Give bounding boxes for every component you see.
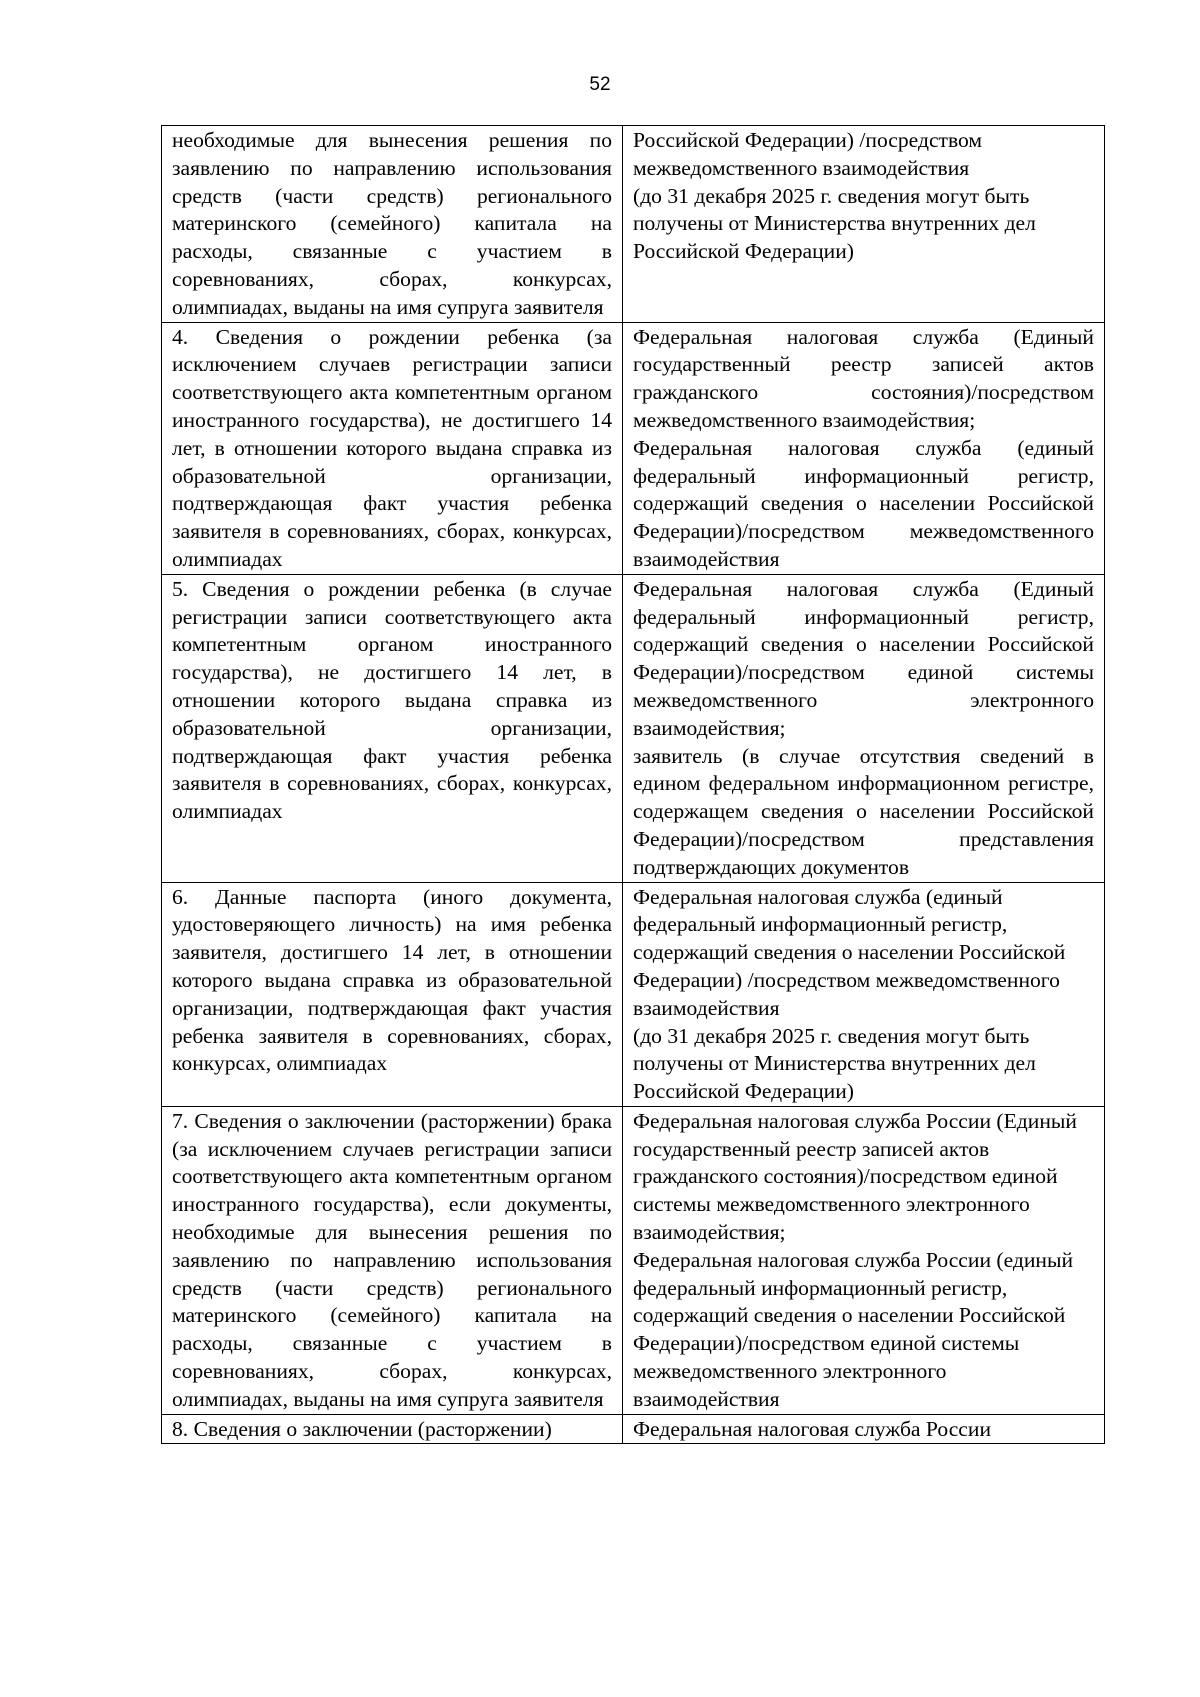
table-row bbox=[162, 574, 1105, 882]
source-cell bbox=[623, 126, 1105, 323]
table-row bbox=[162, 1414, 1105, 1444]
document-description-cell: 5. Сведения о рождении ребенка (в случае регистрации записи соответствующего акта компетентным органом иностранного государства), не достигшего 14 лет, в отношении которого выдана справка из образовательной организации, подтверждающая факт участия ребенка заявителя в соревнованиях, сборах, конкурсах, олимпиадах bbox=[162, 574, 623, 882]
requirements-table bbox=[161, 125, 1105, 1444]
source-cell bbox=[623, 322, 1105, 574]
document-description-cell: 7. Сведения о заключении (расторжении) брака (за исключением случаев регистрации записи соответствующего акта компетентным органом иностранного государства), если документы, необходимые для вынесения решения по заявлению по направлению использования средств (части средств) регионального материнского (семейного) капитала на расходы, связанные с участием в соревнованиях, сборах, конкурсах, олимпиадах, выданы на имя супруга заявителя bbox=[162, 1106, 623, 1414]
table-row bbox=[162, 1106, 1105, 1414]
table-row bbox=[162, 882, 1105, 1106]
source-paragraph: Федеральная налоговая служба России bbox=[633, 1416, 992, 1441]
source-paragraph: Федеральная налоговая служба России (единый федеральный информационный регистр, содержащий сведения о населении Российской Федерации)/посредством единой системы межведомственного электронного взаимодействия bbox=[633, 1247, 1074, 1411]
source-cell bbox=[623, 574, 1105, 882]
source-paragraph: Федеральная налоговая служба (Единый федеральный информационный регистр, содержащий сведения о населении Российской Федерации)/посредством единой системы межведомственного электронного взаимодействия; bbox=[633, 576, 1094, 740]
table-row bbox=[162, 322, 1105, 574]
source-paragraph: (до 31 декабря 2025 г. сведения могут быть получены от Министерства внутренних дел Российской Федерации) bbox=[633, 183, 1036, 264]
page-number: 52 bbox=[589, 74, 611, 95]
source-paragraph: заявитель (в случае отсутствия сведений в едином федеральном информационном регистре, содержащем сведения о населении Российской Федерации)/посредством представления подтверждающих документов bbox=[633, 743, 1094, 879]
source-cell bbox=[623, 1106, 1105, 1414]
source-cell bbox=[623, 882, 1105, 1106]
document-description-cell: 8. Сведения о заключении (расторжении) bbox=[162, 1414, 623, 1444]
document-description-cell: 4. Сведения о рождении ребенка (за исключением случаев регистрации записи соответствующего акта компетентным органом иностранного государства), не достигшего 14 лет, в отношении которого выдана справка из образовательной организации, подтверждающая факт участия ребенка заявителя в соревнованиях, сборах, конкурсах, олимпиадах bbox=[162, 322, 623, 574]
document-description-cell: 6. Данные паспорта (иного документа, удостоверяющего личность) на имя ребенка заявителя, достигшего 14 лет, в отношении которого выдана справка из образовательной организации, подтверждающая факт участия ребенка заявителя в соревнованиях, сборах, конкурсах, олимпиадах bbox=[162, 882, 623, 1106]
source-paragraph: Федеральная налоговая служба (единый федеральный информационный регистр, содержащий сведения о населении Российской Федерации) /посредством межведомственного взаимодействия bbox=[633, 884, 1066, 1020]
source-paragraph: Федеральная налоговая служба России (Единый государственный реестр записей актов гражданского состояния)/посредством единой системы межведомственного электронного взаимодействия; bbox=[633, 1108, 1077, 1245]
source-paragraph: (до 31 декабря 2025 г. сведения могут быть получены от Министерства внутренних дел Российской Федерации) bbox=[633, 1023, 1036, 1104]
source-paragraph: Федеральная налоговая служба (единый федеральный информационный регистр, содержащий сведения о населении Российской Федерации)/посредством межведомственного взаимодействия bbox=[633, 435, 1094, 571]
source-paragraph: Российской Федерации) /посредством межведомственного взаимодействия bbox=[633, 128, 983, 180]
source-cell bbox=[623, 1414, 1105, 1444]
table-row bbox=[162, 126, 1105, 323]
source-paragraph: Федеральная налоговая служба (Единый государственный реестр записей актов гражданского состояния)/посредством межведомственного взаимодействия; bbox=[633, 324, 1094, 432]
document-description-cell: необходимые для вынесения решения по заявлению по направлению использования средств (части средств) регионального материнского (семейного) капитала на расходы, связанные с участием в соревнованиях, сборах, конкурсах, олимпиадах, выданы на имя супруга заявителя bbox=[162, 126, 623, 323]
